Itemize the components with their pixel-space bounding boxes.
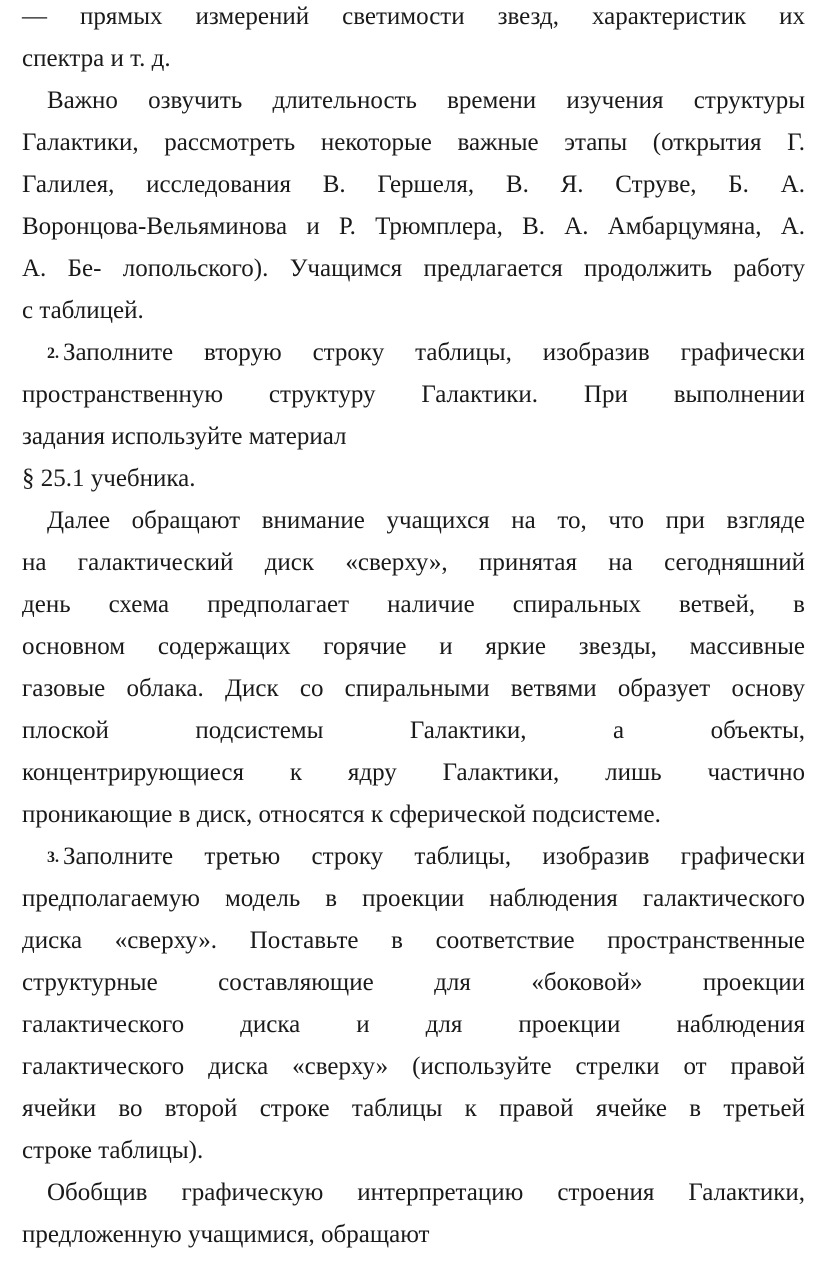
- paragraph-2-line-6: с таблицей.: [22, 297, 144, 324]
- task-3-line-8: строке таблицы).: [22, 1137, 204, 1164]
- paragraph-3-line-7: концентрирующиеся к ядру Галактики, лишь частично: [22, 759, 805, 786]
- task-3-line-7: ячейки во второй строке таблицы к правой ячейке в третьей: [22, 1095, 805, 1122]
- task-3-line-1: [22, 842, 805, 872]
- task-3-number: 3.: [47, 849, 59, 866]
- task-3-line-3: диска «сверху». Поставьте в соответствие пространственные: [22, 927, 805, 954]
- paragraph-3-line-4: основном содержащих горячие и яркие звезды, массивные: [22, 633, 805, 660]
- paragraph-2-line-5: А. Бе- лопольского). Учащимся предлагается продолжить работу: [22, 255, 805, 282]
- task-3-line-4: структурные составляющие для «боковой» проекции: [22, 969, 805, 996]
- paragraph-4-line-1: [22, 1178, 805, 1208]
- task-2-line-1: [22, 338, 805, 368]
- paragraph-2-line-1-text: Важно озвучить длительность времени изучения структуры: [47, 87, 805, 114]
- paragraph-3-line-6: плоской подсистемы Галактики, а объекты,: [22, 717, 805, 744]
- task-2-line-3: задания используйте материал: [22, 423, 347, 450]
- task-3-line-2: предполагаемую модель в проекции наблюдения галактического: [22, 885, 805, 912]
- paragraph-2-line-2: Галактики, рассмотреть некоторые важные этапы (открытия Г.: [22, 129, 805, 156]
- paragraph-2-line-1: [22, 86, 805, 116]
- task-3-line-6: галактического диска «сверху» (используйте стрелки от правой: [22, 1053, 805, 1080]
- paragraph-3-line-5: газовые облака. Диск со спиральными ветвями образует основу: [22, 675, 805, 702]
- task-2-line-2: пространственную структуру Галактики. При выполнении: [22, 381, 805, 408]
- task-2-line-1-text: Заполните вторую строку таблицы, изобразив графически: [63, 339, 805, 366]
- paragraph-2-line-3: Галилея, исследования В. Гершеля, В. Я. Струве, Б. А.: [22, 171, 805, 198]
- paragraph-1-line-2: спектра и т. д.: [22, 45, 171, 72]
- paragraph-3-line-1-text: Далее обращают внимание учащихся на то, что при взгляде: [47, 507, 805, 534]
- paragraph-2-line-4: Воронцова-Вельяминова и Р. Трюмплера, В. А. Амбарцумяна, А.: [22, 213, 805, 240]
- paragraph-3-line-1: [22, 506, 805, 536]
- paragraph-3-line-2: на галактический диск «сверху», принятая на сегодняшний: [22, 549, 805, 576]
- task-3-line-5: галактического диска и для проекции наблюдения: [22, 1011, 805, 1038]
- paragraph-3-line-3: день схема предполагает наличие спиральных ветвей, в: [22, 591, 805, 618]
- paragraph-4-line-1-text: Обобщив графическую интерпретацию строения Галактики,: [47, 1179, 805, 1206]
- paragraph-3-line-8: проникающие в диск, относятся к сферической подсистеме.: [22, 801, 661, 828]
- task-2-line-4: § 25.1 учебника.: [22, 465, 196, 492]
- task-2-number: 2.: [47, 345, 59, 362]
- paragraph-1-line-1: — прямых измерений светимости звезд, характеристик их: [22, 3, 805, 30]
- paragraph-4-line-2: предложенную учащимися, обращают: [22, 1221, 430, 1248]
- task-3-line-1-text: Заполните третью строку таблицы, изобразив графически: [63, 843, 805, 870]
